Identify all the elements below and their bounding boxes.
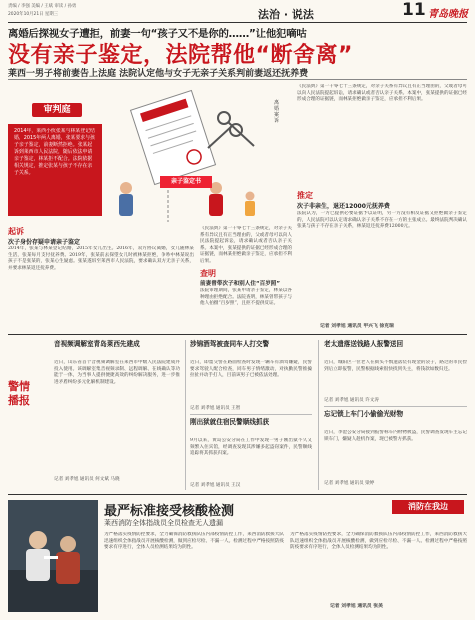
brief-5-byline: 记者 刘孝旭 通讯员 梁婷: [324, 481, 375, 486]
lead-illustration: [104, 84, 272, 226]
section3-title: 推定: [297, 191, 313, 200]
lead-subhead: 莱西一男子将前妻告上法庭 法院认定他与女子无亲子关系判前妻返还抚养费: [8, 69, 309, 79]
brief-3-byline: 记者 刘孝旭 通讯员 许文涛: [324, 398, 379, 403]
page-number: 11: [402, 0, 426, 20]
brief-3: [324, 340, 467, 404]
case-tag: 审判庭: [32, 103, 82, 117]
fire-column-tag: 消防在我边: [392, 500, 464, 514]
paper-logo: 青岛晚报: [428, 9, 468, 20]
brief-1-text: 近日，山东省首个音视频调解室在莱西市中级人民法院建成并投入使用。该调解室集音视频录制、远程调解、在线确认等功能于一体，为当事人提供便捷高效的纠纷解决服务，进一步推进矛盾纠纷多元化解机制建设。: [54, 360, 180, 385]
section3-text: 法院认为，一方已提供必要证据予以证明，另一方没有相反证据又拒绝做亲子鉴定的，人民法院可以认定请求确认亲子关系不存在一方的主张成立。最终法院判决确认张某与孩子不存在亲子关系，林某返还抚养费12000元。: [297, 211, 467, 230]
briefs-label: 警情播报: [8, 380, 30, 407]
lead-bottom-rule: [8, 334, 467, 335]
brief-divider-4: [324, 406, 467, 407]
issue-date: 2020年10月21日 星期三: [8, 12, 59, 17]
brief-3-title: 老太遗落送钱路人报警送回: [324, 340, 404, 348]
section-title: 法治 · 说法: [258, 8, 314, 21]
section3-sub: 次子非亲生，退还12000元抚养费: [297, 203, 390, 210]
section3-lead-text: 《民法典》第一千零七十三条规定，对亲子关系有异议且有正当理由的，父或者母可以向人民法院提起诉讼，请求确认或者否认亲子关系。本案中，张某提供的证据已经形成合理的证据链，而林某拒绝做亲子鉴定，应承担不利后果。: [297, 84, 467, 103]
brief-4-title: 刚出狱就住宿民警顺线抓获: [190, 418, 270, 426]
fire-text-col1: 为严格落实疫情防控要求，全力确保消防救援队伍内部疫情防控工作，莱西消防救援大队迅速组织全体指战员开展核酸检测，做到应检尽检、不漏一人。检测过程中严格按照防疫要求有序进行，全体人员检测结果均为阴性。: [104, 532, 284, 551]
lead-kicker: 离婚后探视女子遭拒，前妻一句“孩子又不是你的……”让他犯嘀咕: [8, 28, 307, 40]
brief-5-text: 近日，李沧公安分局接到报警称车内财物被盗，民警调查发现车主忘记锁车门，嫌疑人趁机作案，现已被警方抓获。: [324, 430, 467, 442]
fire-text-col2: 为严格落实疫情防控要求，全力确保消防救援队伍内部疫情防控工作，莱西消防救援大队迅速组织全体指战员开展核酸检测，做到应检尽检、不漏一人。检测过程中严格按照防疫要求有序进行，全体人员检测结果均为阴性。: [290, 532, 467, 551]
brief-2: [190, 340, 312, 412]
brief-1-byline: 记者 刘孝旭 通讯员 何文斌 马晓: [54, 477, 120, 482]
brief-2-text: 近日，即墨交警在路面检查时发现一辆车有酒驾嫌疑，民警要求驾驶人配合检查，同车男子情绪激动，对执勤民警推搡拉扯并动手打人，目前该男子已被依法处理。: [190, 360, 312, 379]
fire-byline: 记者 刘孝旭 通讯员 张美: [330, 604, 383, 609]
fire-headline: 最严标准接受核酸检测: [104, 504, 235, 519]
lead-byline: 记者 刘孝旭 通讯员 甲兴飞 徐克瑞: [320, 324, 394, 329]
certificate-label: 亲子鉴定书: [160, 176, 212, 188]
illustration-caption: 离婚案诉: [274, 100, 280, 124]
fire-photo-graphic: [8, 500, 98, 612]
brief-3-text: 近日，城阳区一位老人在街头不慎遗落装有现金的袋子，路过的市民捡到后立即报警，民警根据线索很快找到失主，将钱款如数归还。: [324, 360, 467, 372]
brief-4-byline: 记者 刘孝旭 通讯员 王汉: [190, 483, 241, 488]
brief-2-byline: 记者 刘孝旭 通讯员 王智: [190, 406, 241, 411]
brief-2-title: 涉锦酒驾被查同车人打交警: [190, 340, 270, 348]
section2-text: 法院审理期间，张某申请亲子鉴定，林某以各种理由拒绝配合。法院查明，林某曾带孩子与他人拍摄“百岁照”，且拒不提供反证。: [200, 288, 292, 307]
brief-divider-2: [190, 414, 312, 415]
briefs-bottom-rule: [8, 494, 467, 495]
section1-text: 2014年，张某与林某登记结婚，2015年女儿出生。2016年，双方协议离婚，女儿随林某生活，张某每月支付抚养费。2019年，张某前去探望女儿时被林某拒绝，争吵中林某说出孩子不是张某的，张某心生疑虑。张某遂诉至莱西市人民法院，要求确认双方无亲子关系，并要求林某返还抚养费。: [8, 246, 194, 271]
case-summary-box: [8, 124, 102, 216]
brief-divider-1: [185, 340, 186, 490]
masthead-rule: [8, 22, 467, 23]
brief-divider-3: [318, 340, 319, 490]
brief-4: [190, 418, 312, 490]
editor-credits: 责编 / 李强 美编 / 王斌 审读 / 孙勇: [8, 4, 77, 9]
illustration-graphic: [104, 84, 272, 226]
section1-sub: 次子身份存疑申请亲子鉴定: [8, 239, 81, 246]
section1-title: 起诉: [8, 227, 24, 236]
masthead: [0, 0, 475, 22]
brief-1-title: 音视频调解室青岛莱西先建成: [54, 340, 140, 348]
subhead-rule: [8, 79, 467, 80]
lead-headline: 没有亲子鉴定，法院帮他“断舍离”: [8, 43, 353, 68]
section2-lead-text: 《民法典》第一千零七十三条规定，对亲子关系有异议且有正当理由的，父或者母可以向人民法院提起诉讼，请求确认或者否认亲子关系。本案中，张某提供的证据已经形成合理的证据链，而林某拒绝做亲子鉴定，应承担不利后果。: [200, 226, 292, 264]
brief-5-title: 忘记锁上车门小偷偷光财物: [324, 410, 404, 418]
fire-photo: [8, 500, 98, 612]
fire-subhead: 莱西消防全体指战员全员检查无人遗漏: [104, 519, 223, 527]
brief-5: [324, 410, 467, 490]
brief-1: [54, 340, 180, 490]
brief-4-text: 9月以来，黄岛公安分局在工作中发现一男子刚出狱不久又频繁入住宾馆，经调查发现其涉嫌多起盗窃案件，民警顺线追踪将其抓获归案。: [190, 438, 312, 457]
section2-sub: 前妻曾带次子和别人住“百岁照”: [200, 281, 281, 287]
section2-title: 查明: [200, 269, 216, 278]
case-summary: 2014年，莱西小伙张某与林某登记结婚，2015年两人离婚，张某要求与孩子亲子鉴定，前妻断然拒绝。张某起诉到莱西市人民法院，随后依法申请亲子鉴定，林某拒不配合。法院依据相关规定，推定张某与孩子不存在亲子关系。: [14, 128, 95, 176]
